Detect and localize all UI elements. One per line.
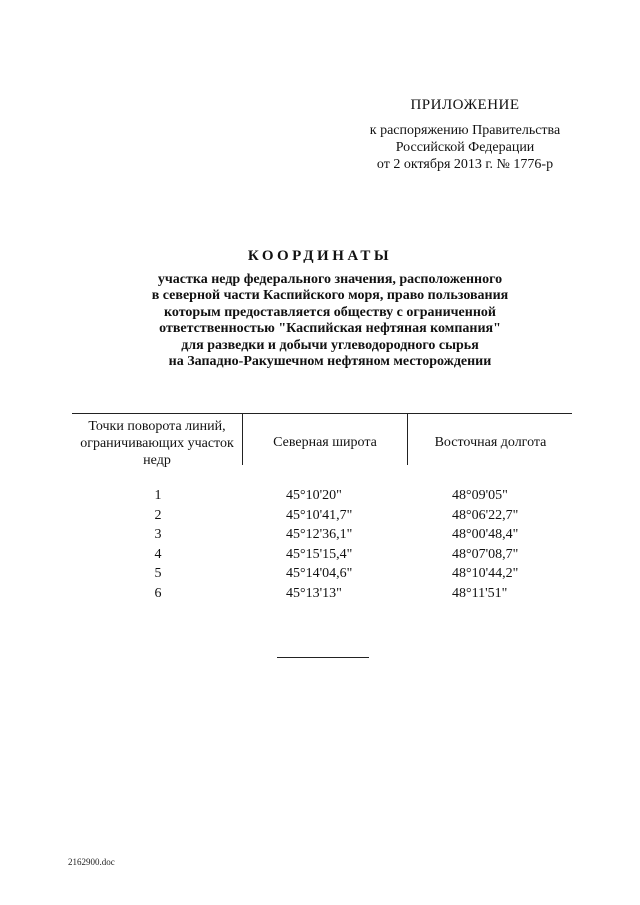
point-number: 3 <box>154 527 162 543</box>
appendix-reference-line-2: Российской Федерации <box>395 140 535 155</box>
longitude-value: 48°10'44,2" <box>452 566 519 582</box>
latitude-value: 45°14'04,6" <box>286 566 353 582</box>
longitude-value: 48°11'51" <box>452 585 508 601</box>
appendix-title: ПРИЛОЖЕНИЕ <box>410 97 520 113</box>
point-number: 6 <box>154 585 162 601</box>
document-subtitle <box>60 272 600 370</box>
subtitle-line: ответственностью "Каспийская нефтяная компания" <box>159 321 501 337</box>
table-row <box>0 584 640 604</box>
longitude-value: 48°07'08,7" <box>452 546 519 562</box>
point-number: 1 <box>154 488 162 503</box>
latitude-value: 45°10'20" <box>286 488 342 503</box>
table-top-rule <box>72 413 572 414</box>
table-row <box>0 525 640 545</box>
latitude-value: 45°15'15,4" <box>286 546 353 562</box>
latitude-value: 45°10'41,7" <box>286 507 353 523</box>
table-row <box>0 506 640 526</box>
subtitle-line: в северной части Каспийского моря, право пользования <box>151 288 509 304</box>
latitude-value: 45°12'36,1" <box>286 527 353 543</box>
subtitle-line: участка недр федерального значения, расположенного <box>157 272 503 287</box>
table-row <box>0 486 640 506</box>
table-header-latitude: Северная широта <box>273 435 377 450</box>
coordinates-table-body <box>0 486 640 604</box>
subtitle-line: для разведки и добычи углеводородного сырья <box>181 337 479 353</box>
longitude-value: 48°09'05" <box>452 488 508 503</box>
point-number: 2 <box>154 507 162 523</box>
appendix-header <box>330 96 600 173</box>
point-number: 4 <box>154 546 162 562</box>
table-row <box>0 564 640 584</box>
latitude-value: 45°13'13" <box>286 585 342 601</box>
table-column-divider <box>242 413 243 465</box>
table-header-longitude: Восточная долгота <box>434 435 547 450</box>
table-header-points: Точки поворота линий, ограничивающих участок недр <box>80 419 234 468</box>
document-title: КООРДИНАТЫ <box>247 248 393 264</box>
longitude-value: 48°00'48,4" <box>452 527 519 543</box>
appendix-reference-line-1: к распоряжению Правительства <box>369 123 561 138</box>
footer-filename: 2162900.doc <box>68 857 115 867</box>
longitude-value: 48°06'22,7" <box>452 507 519 523</box>
table-row <box>0 545 640 565</box>
subtitle-line: которым предоставляется обществу с ограниченной <box>164 304 496 320</box>
end-of-document-rule <box>277 657 369 658</box>
appendix-order-date-number: от 2 октября 2013 г. № 1776-р <box>376 157 554 172</box>
subtitle-line: на Западно-Ракушечном нефтяном месторождении <box>168 354 492 370</box>
table-column-divider <box>407 413 408 465</box>
point-number: 5 <box>154 566 162 582</box>
